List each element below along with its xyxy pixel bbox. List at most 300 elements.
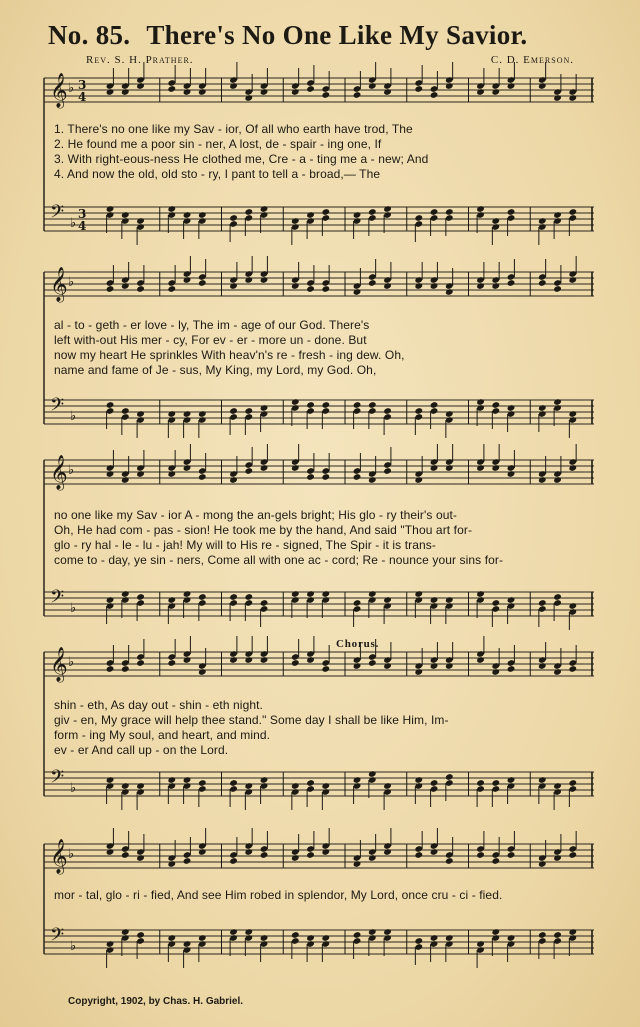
note-head xyxy=(507,851,516,859)
note-head xyxy=(568,276,577,284)
note-head xyxy=(291,398,300,406)
note-head xyxy=(476,464,485,472)
note-head xyxy=(414,214,423,222)
note-head xyxy=(368,928,377,936)
note-head xyxy=(121,782,130,790)
note-head xyxy=(121,407,130,415)
note-head xyxy=(430,208,439,216)
lyric-line: mor - tal, glo - ri - fied, And see Him robed in splendor, My Lord, once cru - ci - fied. xyxy=(54,888,503,902)
note-head xyxy=(491,88,500,96)
note-head xyxy=(306,851,315,859)
note-head xyxy=(430,91,439,99)
note-head xyxy=(476,398,485,406)
note-head xyxy=(183,464,192,472)
note-head xyxy=(321,91,330,99)
note-head xyxy=(198,211,207,219)
note-head xyxy=(445,773,454,781)
note-head xyxy=(183,88,192,96)
note-head xyxy=(198,848,207,856)
note-head xyxy=(183,211,192,219)
music-system-4 xyxy=(40,638,596,820)
note-head xyxy=(321,934,330,942)
note-head xyxy=(445,857,454,865)
note-head xyxy=(121,88,130,96)
lyrics-verses-system-4 xyxy=(54,698,596,758)
bass-clef-icon: 𝄢 xyxy=(50,587,65,612)
note-head xyxy=(106,285,115,293)
note-head xyxy=(183,857,192,865)
note-head xyxy=(445,410,454,418)
note-head xyxy=(183,940,192,948)
flat-key-icon: ♭ xyxy=(70,781,77,796)
lyric-line: no one like my Sav - ior A - mong the an-gels bright; His glo - ry their's out- xyxy=(54,508,458,522)
note-head xyxy=(136,410,145,418)
lyric-line: al - to - geth - er love - ly, The im - age of our God. There's xyxy=(54,318,370,332)
note-head xyxy=(553,476,562,484)
note-head xyxy=(291,931,300,939)
bass-staff xyxy=(44,395,594,438)
note-head xyxy=(430,596,439,604)
hymn-title xyxy=(48,20,608,51)
treble-clef-icon: 𝄞 xyxy=(50,839,68,874)
note-head xyxy=(136,285,145,293)
treble-clef-icon: 𝄞 xyxy=(50,455,68,490)
lyric-line: 3. With right-eous-ness He clothed me, Cre - a - ting me a - new; And xyxy=(54,152,429,166)
lyrics-verses-system-5 xyxy=(54,888,596,903)
note-head xyxy=(260,88,269,96)
note-head xyxy=(260,464,269,472)
note-head xyxy=(414,85,423,93)
note-head xyxy=(167,659,176,667)
note-head xyxy=(306,85,315,93)
note-head xyxy=(553,211,562,219)
note-head xyxy=(568,602,577,610)
lyrics-verses-system-1 xyxy=(54,122,596,182)
note-head xyxy=(121,665,130,673)
flat-key-icon: ♭ xyxy=(68,275,75,290)
note-head xyxy=(553,668,562,676)
note-head xyxy=(507,208,516,216)
time-signature-bottom: 4 xyxy=(78,90,87,104)
note-head xyxy=(383,596,392,604)
lyric-line: 4. And now the old, old sto - ry, I pant to tell a - broad,— The xyxy=(54,167,381,181)
note-head xyxy=(353,401,362,409)
note-head xyxy=(244,782,253,790)
note-head xyxy=(476,851,485,859)
bass-staff xyxy=(44,925,594,968)
note-head xyxy=(106,776,115,784)
bass-clef-icon: 𝄢 xyxy=(50,202,65,227)
music-system-2 xyxy=(40,262,596,442)
note-head xyxy=(244,208,253,216)
note-head xyxy=(167,470,176,478)
note-head xyxy=(291,88,300,96)
note-head xyxy=(244,593,253,601)
note-head xyxy=(136,593,145,601)
note-head xyxy=(353,288,362,296)
note-head xyxy=(414,776,423,784)
note-head xyxy=(414,668,423,676)
note-head xyxy=(568,410,577,418)
treble-staff xyxy=(44,636,594,683)
note-head xyxy=(183,590,192,598)
note-head xyxy=(491,217,500,225)
note-head xyxy=(321,848,330,856)
note-head xyxy=(568,851,577,859)
note-head xyxy=(538,476,547,484)
note-head xyxy=(167,285,176,293)
note-head xyxy=(291,217,300,225)
note-head xyxy=(229,656,238,664)
note-head xyxy=(538,776,547,784)
lyric-line: 2. He found me a poor sin - ner, A lost, de - spair - ing one, If xyxy=(54,137,382,151)
note-head xyxy=(106,401,115,409)
bass-clef-icon: 𝄢 xyxy=(50,767,65,792)
note-head xyxy=(507,404,516,412)
note-head xyxy=(167,410,176,418)
note-head xyxy=(383,928,392,936)
note-head xyxy=(368,208,377,216)
note-head xyxy=(306,401,315,409)
note-head xyxy=(553,398,562,406)
note-head xyxy=(445,208,454,216)
note-head xyxy=(445,596,454,604)
note-head xyxy=(121,282,130,290)
note-head xyxy=(306,779,315,787)
note-head xyxy=(414,851,423,859)
note-head xyxy=(430,934,439,942)
note-head xyxy=(198,410,207,418)
note-head xyxy=(414,476,423,484)
note-head xyxy=(229,407,238,415)
note-head xyxy=(383,782,392,790)
hymn-title-text: There's No One Like My Savior. xyxy=(146,20,528,50)
note-head xyxy=(321,665,330,673)
staff-notation xyxy=(40,836,596,986)
treble-clef-icon: 𝄞 xyxy=(50,73,68,108)
note-head xyxy=(198,934,207,942)
note-head xyxy=(291,590,300,598)
note-head xyxy=(321,401,330,409)
note-head xyxy=(306,211,315,219)
note-head xyxy=(321,590,330,598)
note-head xyxy=(353,931,362,939)
note-head xyxy=(491,282,500,290)
note-head xyxy=(106,940,115,948)
note-head xyxy=(291,464,300,472)
note-head xyxy=(260,599,269,607)
note-head xyxy=(507,82,516,90)
note-head xyxy=(368,401,377,409)
note-head xyxy=(306,285,315,293)
note-head xyxy=(538,931,547,939)
note-head xyxy=(167,860,176,868)
hymn-number: No. 85. xyxy=(48,20,131,50)
bass-clef-icon: 𝄢 xyxy=(50,395,65,420)
note-head xyxy=(353,599,362,607)
lyric-line: come to - day, ye sin - ners, Come all with one ac - cord; Re - nounce your sins for- xyxy=(54,553,504,567)
note-head xyxy=(553,782,562,790)
treble-staff xyxy=(44,62,594,109)
flat-key-icon: ♭ xyxy=(70,939,77,954)
note-head xyxy=(229,214,238,222)
note-head xyxy=(538,662,547,670)
note-head xyxy=(368,854,377,862)
flat-key-icon: ♭ xyxy=(70,601,77,616)
note-head xyxy=(491,928,500,936)
note-head xyxy=(321,782,330,790)
note-head xyxy=(136,470,145,478)
note-head xyxy=(353,860,362,868)
note-head xyxy=(383,662,392,670)
note-head xyxy=(568,665,577,673)
note-head xyxy=(507,665,516,673)
note-head xyxy=(430,779,439,787)
note-head xyxy=(491,464,500,472)
note-head xyxy=(476,656,485,664)
note-head xyxy=(321,285,330,293)
note-head xyxy=(568,94,577,102)
note-head xyxy=(553,285,562,293)
note-head xyxy=(167,776,176,784)
note-head xyxy=(414,590,423,598)
note-head xyxy=(306,590,315,598)
flat-key-icon: ♭ xyxy=(68,847,75,862)
note-head xyxy=(568,928,577,936)
note-head xyxy=(198,779,207,787)
note-head xyxy=(368,659,377,667)
note-head xyxy=(414,407,423,415)
note-head xyxy=(244,656,253,664)
note-head xyxy=(260,656,269,664)
lyric-line: 1. There's no one like my Sav - ior, Of all who earth have trod, The xyxy=(54,122,413,136)
note-head xyxy=(167,205,176,213)
time-signature-bottom: 4 xyxy=(78,219,87,233)
lyric-line: form - ing My soul, and heart, and mind. xyxy=(54,728,271,742)
lyrics-verses-system-2 xyxy=(54,318,596,378)
treble-clef-icon: 𝄞 xyxy=(50,647,68,682)
note-head xyxy=(229,476,238,484)
note-head xyxy=(244,848,253,856)
note-head xyxy=(507,279,516,287)
lyrics-verses-system-3 xyxy=(54,508,596,568)
note-head xyxy=(198,668,207,676)
note-head xyxy=(568,464,577,472)
treble-staff xyxy=(44,828,594,875)
note-head xyxy=(476,590,485,598)
treble-staff xyxy=(44,256,594,303)
note-head xyxy=(121,476,130,484)
note-head xyxy=(430,464,439,472)
composer-credit: C. D. Emerson. xyxy=(490,54,574,66)
note-head xyxy=(244,407,253,415)
note-head xyxy=(244,928,253,936)
note-head xyxy=(136,82,145,90)
note-head xyxy=(244,467,253,475)
note-head xyxy=(353,473,362,481)
note-head xyxy=(291,659,300,667)
lyric-line: shin - eth, As day out - shin - eth night. xyxy=(54,698,263,712)
note-head xyxy=(538,404,547,412)
note-head xyxy=(476,205,485,213)
note-head xyxy=(260,205,269,213)
note-head xyxy=(430,848,439,856)
note-head xyxy=(291,782,300,790)
note-head xyxy=(198,279,207,287)
note-head xyxy=(291,854,300,862)
note-head xyxy=(507,776,516,784)
treble-clef-icon: 𝄞 xyxy=(50,267,68,302)
note-head xyxy=(538,860,547,868)
note-head xyxy=(507,596,516,604)
music-system-5 xyxy=(40,836,596,986)
note-head xyxy=(383,205,392,213)
note-head xyxy=(136,782,145,790)
note-head xyxy=(198,473,207,481)
note-head xyxy=(430,662,439,670)
note-head xyxy=(445,662,454,670)
flat-key-icon: ♭ xyxy=(68,463,75,478)
note-head xyxy=(476,779,485,787)
bass-staff xyxy=(44,767,594,810)
note-head xyxy=(306,934,315,942)
note-head xyxy=(491,779,500,787)
note-head xyxy=(445,934,454,942)
note-head xyxy=(568,779,577,787)
note-head xyxy=(136,217,145,225)
note-head xyxy=(229,857,238,865)
note-head xyxy=(106,665,115,673)
note-head xyxy=(353,776,362,784)
note-head xyxy=(167,85,176,93)
note-head xyxy=(476,282,485,290)
music-system-1 xyxy=(40,70,596,245)
note-head xyxy=(414,282,423,290)
lyric-line: Oh, He had com - pas - sion! He took me by the hand, And said "Thou art for- xyxy=(54,523,473,537)
flat-key-icon: ♭ xyxy=(68,655,75,670)
lyric-line: name and fame of Je - sus, My King, my Lord, my God. Oh, xyxy=(54,363,377,377)
flat-key-icon: ♭ xyxy=(70,409,77,424)
note-head xyxy=(507,934,516,942)
note-head xyxy=(414,937,423,945)
note-head xyxy=(553,854,562,862)
note-head xyxy=(183,656,192,664)
note-head xyxy=(106,596,115,604)
note-head xyxy=(121,211,130,219)
copyright-notice: Copyright, 1902, by Chas. H. Gabriel. xyxy=(68,996,244,1007)
note-head xyxy=(507,470,516,478)
note-head xyxy=(538,82,547,90)
treble-staff xyxy=(44,444,594,491)
note-head xyxy=(121,851,130,859)
note-head xyxy=(291,282,300,290)
note-head xyxy=(368,590,377,598)
note-head xyxy=(321,473,330,481)
chorus-label: Chorus. xyxy=(336,638,380,650)
note-head xyxy=(106,848,115,856)
note-head xyxy=(167,934,176,942)
note-head xyxy=(121,590,130,598)
note-head xyxy=(476,88,485,96)
bass-staff xyxy=(44,202,594,245)
note-head xyxy=(106,205,115,213)
note-head xyxy=(136,659,145,667)
note-head xyxy=(306,656,315,664)
note-head xyxy=(353,662,362,670)
note-head xyxy=(198,593,207,601)
lyric-line: ev - er And call up - on the Lord. xyxy=(54,743,229,757)
note-head xyxy=(229,82,238,90)
note-head xyxy=(445,464,454,472)
note-head xyxy=(491,668,500,676)
note-head xyxy=(383,282,392,290)
note-head xyxy=(445,288,454,296)
note-head xyxy=(229,282,238,290)
note-head xyxy=(167,596,176,604)
note-head xyxy=(538,279,547,287)
note-head xyxy=(491,857,500,865)
note-head xyxy=(368,279,377,287)
note-head xyxy=(430,282,439,290)
note-head xyxy=(198,88,207,96)
note-head xyxy=(353,91,362,99)
note-head xyxy=(244,94,253,102)
note-head xyxy=(353,211,362,219)
note-head xyxy=(244,276,253,284)
note-head xyxy=(383,848,392,856)
note-head xyxy=(260,851,269,859)
lyric-line: glo - ry hal - le - lu - jah! My will to His re - signed, The Spir - it is trans- xyxy=(54,538,436,552)
flat-key-icon: ♭ xyxy=(68,81,75,96)
note-head xyxy=(106,470,115,478)
note-head xyxy=(121,928,130,936)
note-head xyxy=(183,776,192,784)
note-head xyxy=(383,88,392,96)
note-head xyxy=(229,779,238,787)
note-head xyxy=(383,467,392,475)
note-head xyxy=(368,82,377,90)
note-head xyxy=(136,931,145,939)
note-head xyxy=(229,593,238,601)
note-head xyxy=(491,401,500,409)
lyric-line: left with-out His mer - cy, For ev - er - more un - done. But xyxy=(54,333,367,347)
note-head xyxy=(476,940,485,948)
note-head xyxy=(229,928,238,936)
note-head xyxy=(306,473,315,481)
note-head xyxy=(445,82,454,90)
note-head xyxy=(321,208,330,216)
note-head xyxy=(183,276,192,284)
music-system-3 xyxy=(40,452,596,632)
note-head xyxy=(368,476,377,484)
lyricist-credit: Rev. S. H. Prather. xyxy=(86,54,194,66)
lyric-line: now my heart He sprinkles With heav'n's re - fresh - ing dew. Oh, xyxy=(54,348,405,362)
time-signature-top: 3 xyxy=(78,78,87,92)
bass-clef-icon: 𝄢 xyxy=(50,925,65,950)
time-signature-top: 3 xyxy=(78,207,87,221)
note-head xyxy=(553,94,562,102)
note-head xyxy=(136,854,145,862)
note-head xyxy=(553,931,562,939)
note-head xyxy=(106,88,115,96)
note-head xyxy=(568,208,577,216)
note-head xyxy=(260,404,269,412)
flat-key-icon: ♭ xyxy=(70,216,77,231)
note-head xyxy=(430,401,439,409)
note-head xyxy=(183,410,192,418)
note-head xyxy=(553,593,562,601)
note-head xyxy=(538,217,547,225)
